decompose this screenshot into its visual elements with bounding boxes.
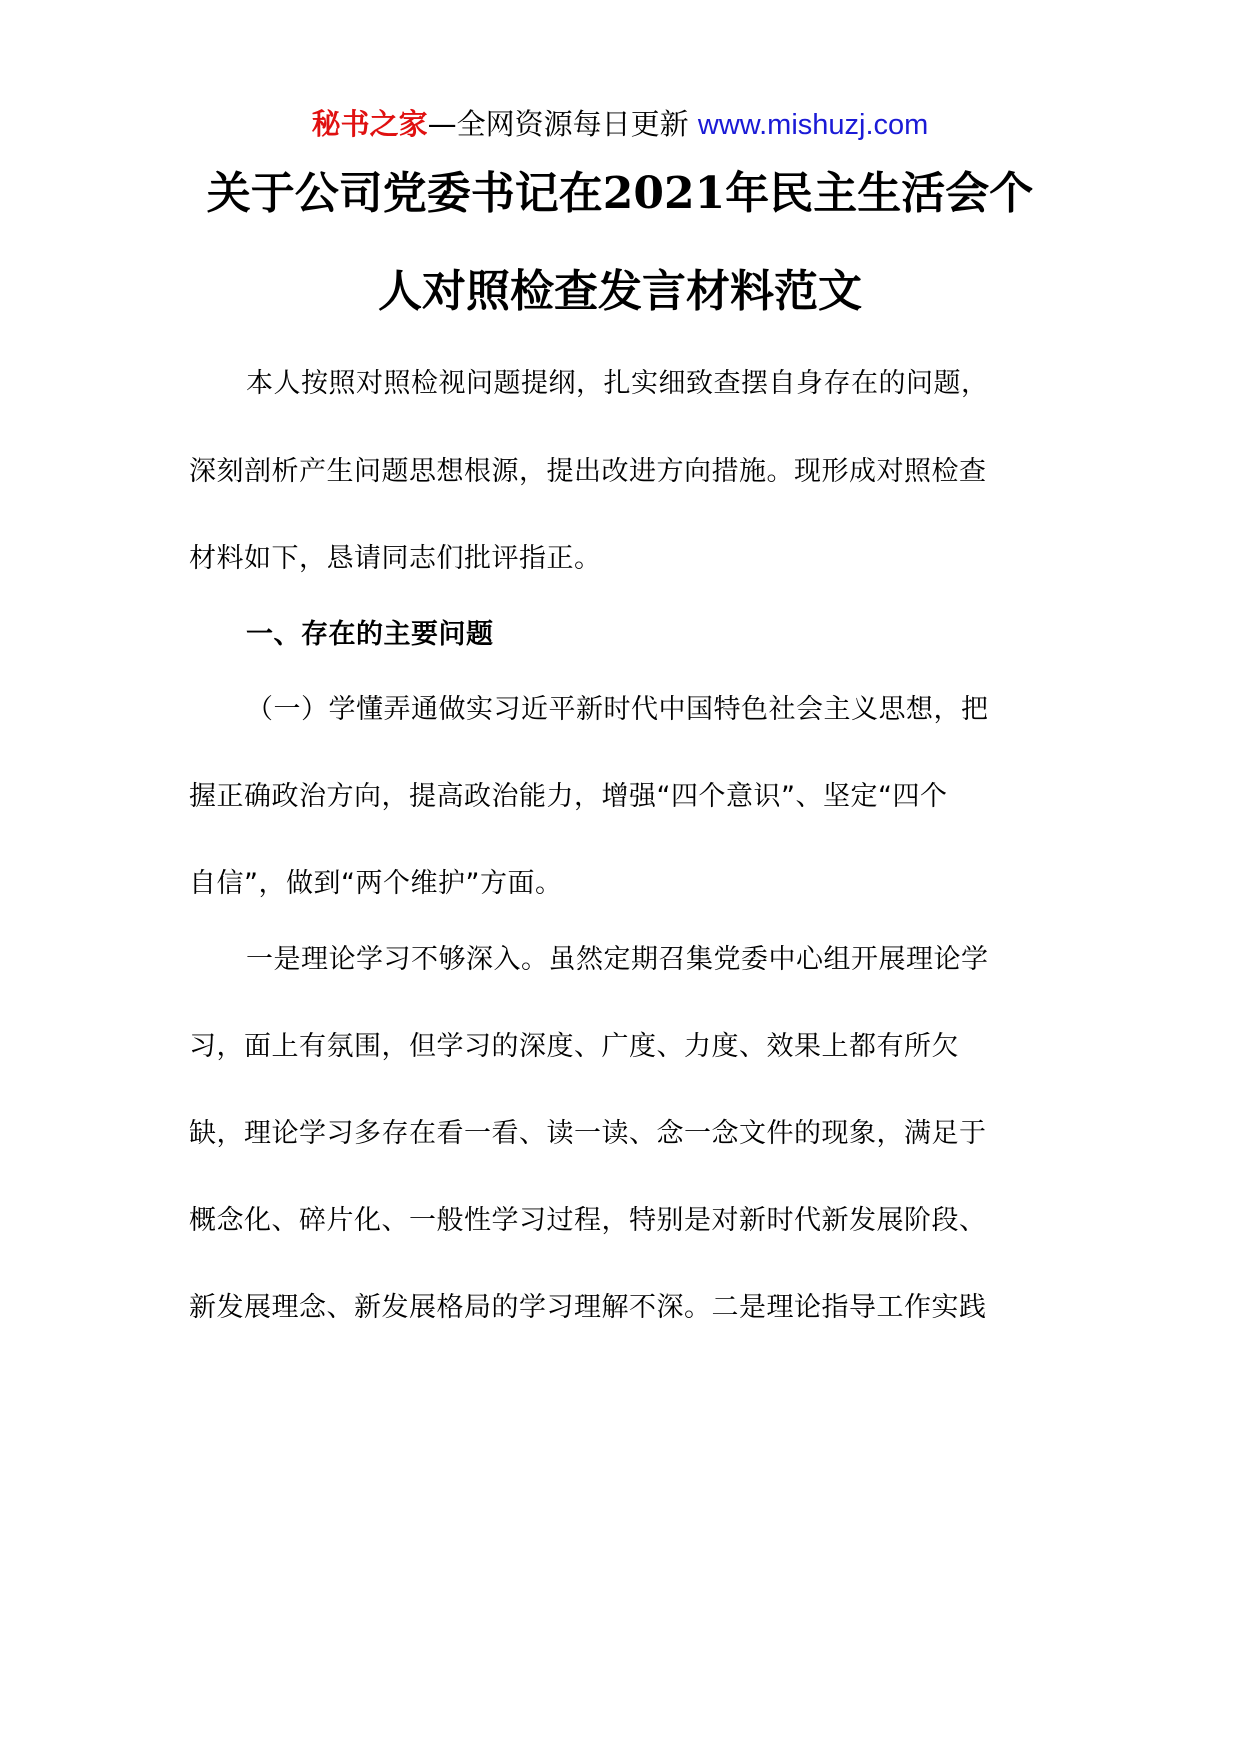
body-line-5: 新发展理念、新发展格局的学习理解不深。二是理论指导工作实践 (189, 1292, 987, 1323)
document-title-line-2: 人对照检查发言材料范文 (378, 266, 862, 317)
watermark-slogan: —全网资源每日更新 (427, 107, 698, 141)
document-title-line-1: 关于公司党委书记在2021年民主生活会个 (206, 168, 1034, 219)
subsection-line-2: 握正确政治方向，提高政治能力，增强“四个意识”、坚定“四个 (189, 781, 948, 812)
body-line-3: 缺，理论学习多存在看一看、读一读、念一念文件的现象，满足于 (189, 1118, 987, 1149)
body-line-4: 概念化、碎片化、一般性学习过程，特别是对新时代新发展阶段、 (189, 1205, 987, 1236)
watermark-url[interactable]: www.mishuzj.com (697, 109, 929, 141)
subsection-line-3: 自信”，做到“两个维护”方面。 (189, 868, 563, 899)
subsection-line-1: （一）学懂弄通做实习近平新时代中国特色社会主义思想，把 (246, 694, 989, 725)
intro-line-1: 本人按照对照检视问题提纲，扎实细致查摆自身存在的问题， (246, 368, 989, 399)
body-line-2: 习，面上有氛围，但学习的深度、广度、力度、效果上都有所欠 (189, 1031, 959, 1062)
watermark-banner (0, 104, 1240, 145)
section-heading: 一、存在的主要问题 (246, 619, 494, 650)
body-line-1: 一是理论学习不够深入。虽然定期召集党委中心组开展理论学 (246, 944, 989, 975)
watermark-brand: 秘书之家 (311, 107, 428, 141)
intro-line-3: 材料如下，恳请同志们批评指正。 (189, 543, 602, 574)
intro-line-2: 深刻剖析产生问题思想根源，提出改进方向措施。现形成对照检查 (189, 456, 987, 487)
